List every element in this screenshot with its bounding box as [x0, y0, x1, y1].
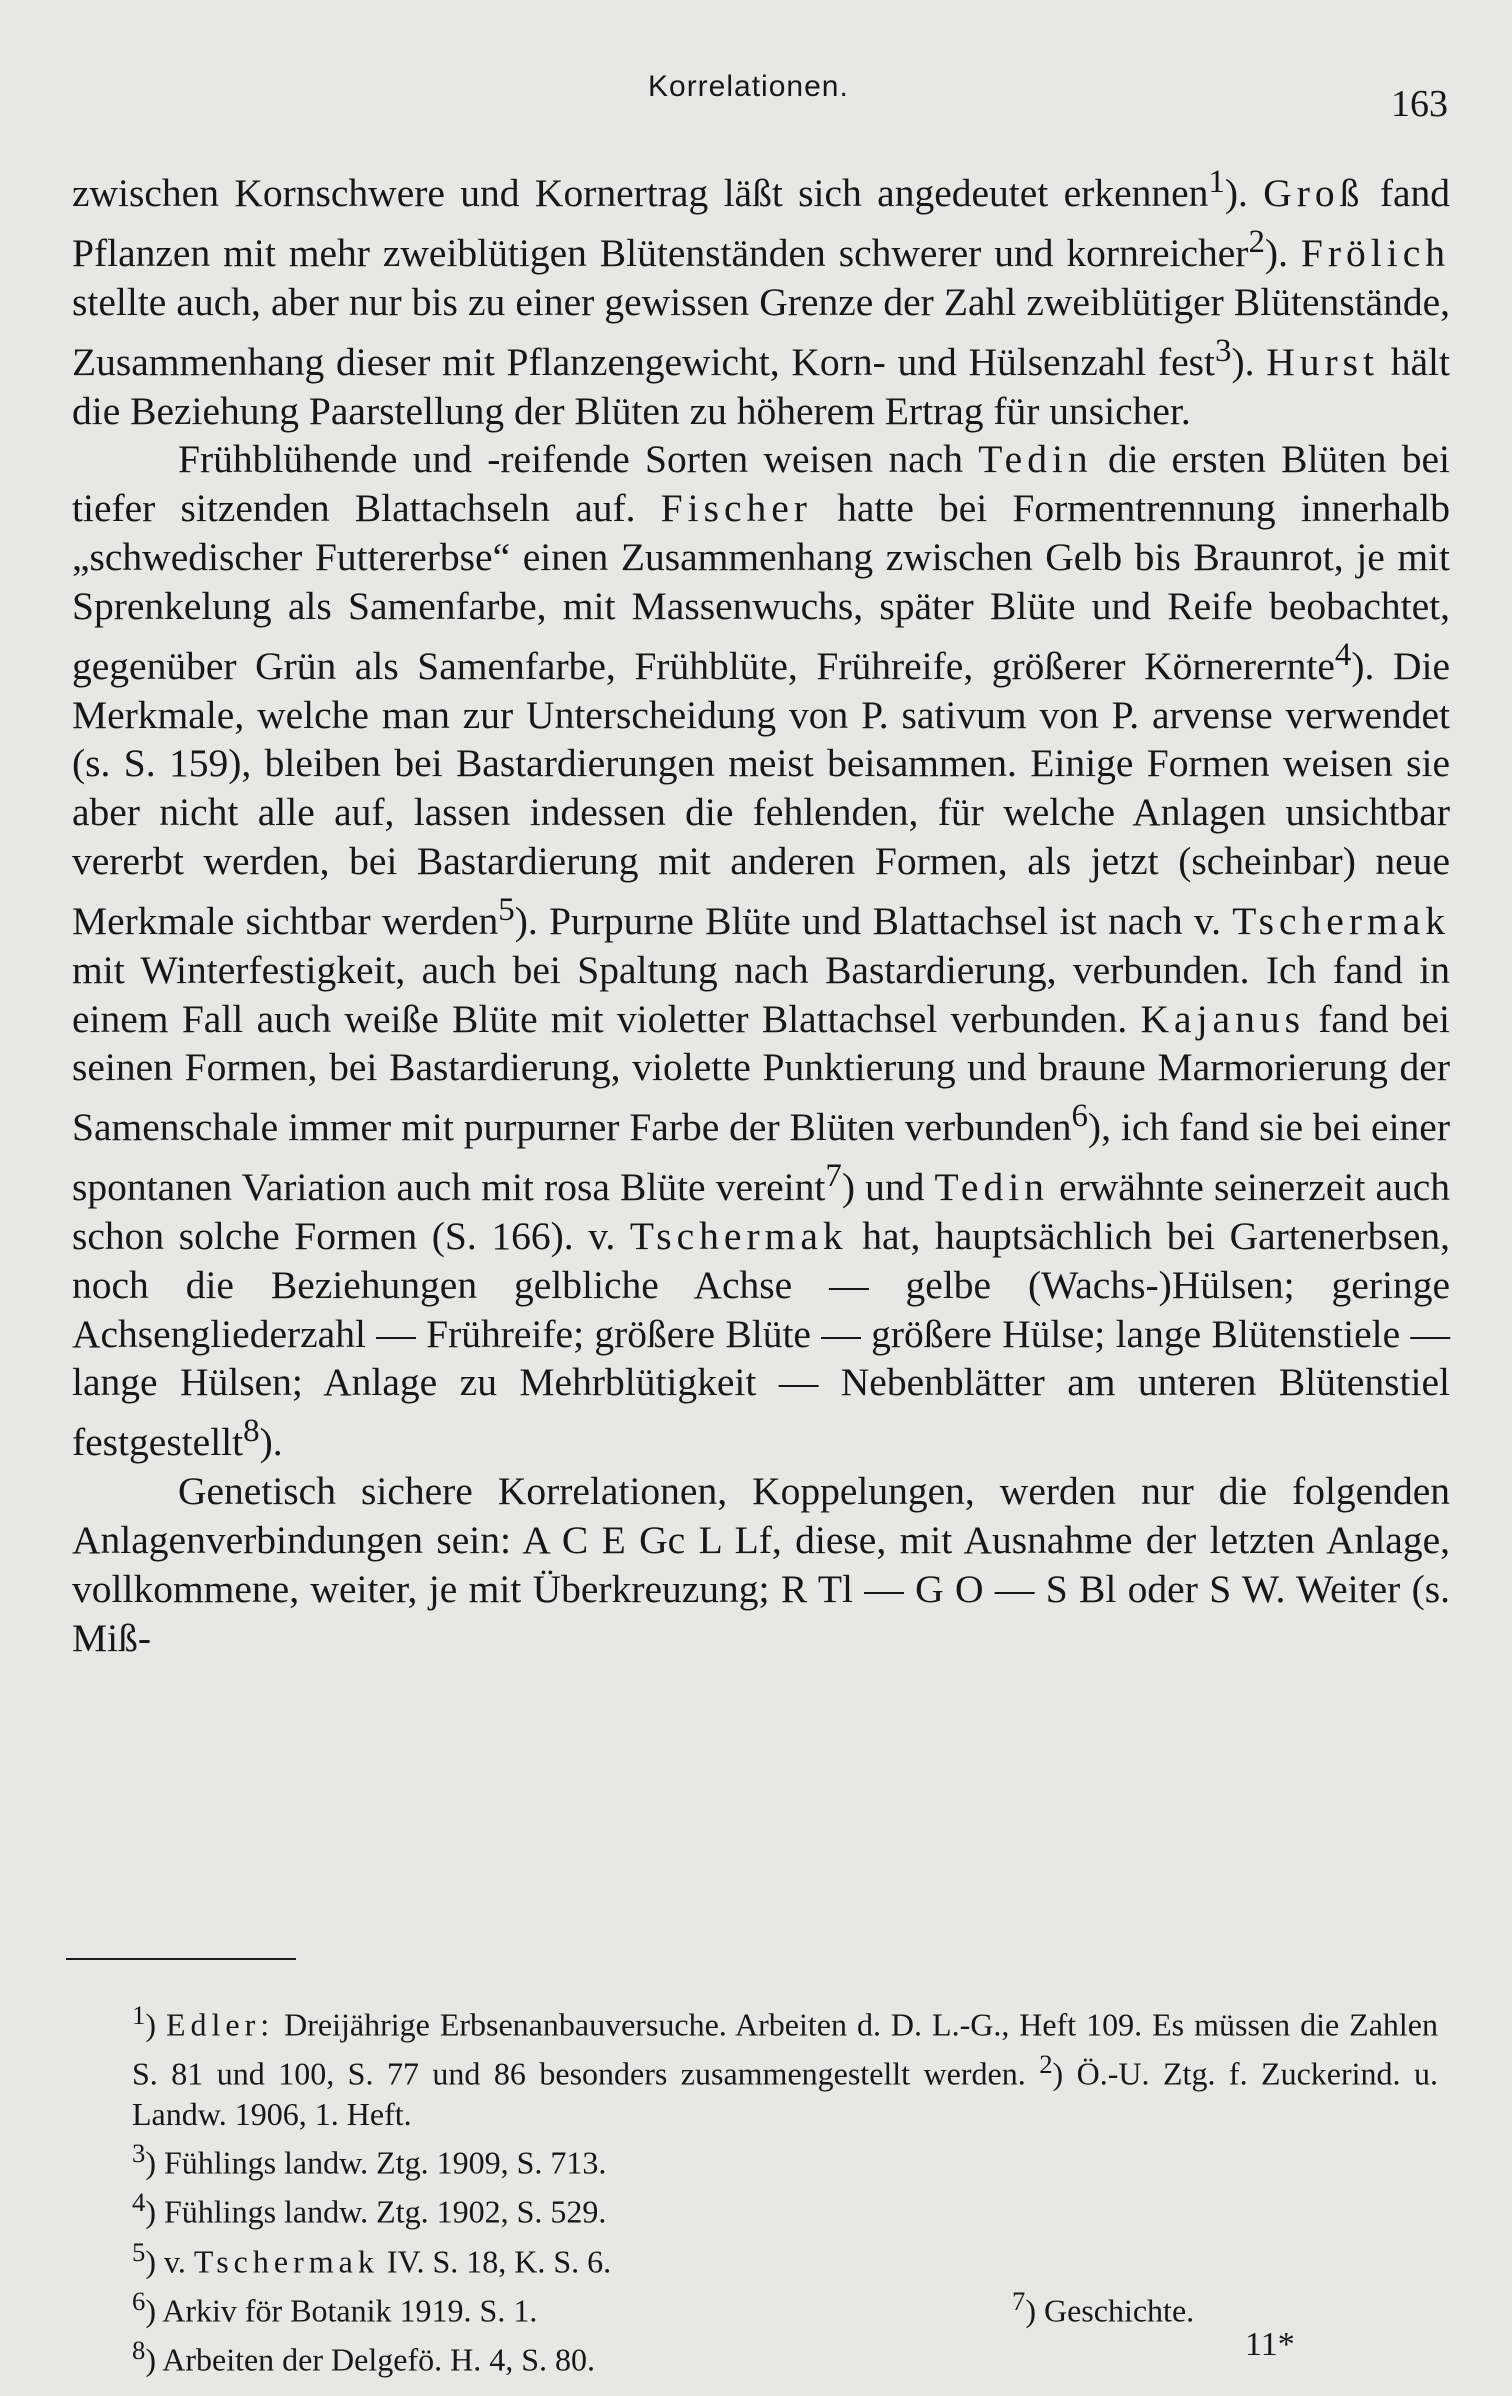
- footnote-4: [62, 2183, 1438, 2232]
- text-run: Weiter (s. Miß-: [72, 1566, 1451, 1660]
- text-run: oder: [1116, 1566, 1210, 1611]
- footnote-text: Ö.-U. Ztg. f. Zuckerind. u. Landw. 1906, 1. Heft.: [132, 2055, 1439, 2132]
- footnote-ref-3[interactable]: 3: [1214, 332, 1232, 369]
- footnote-text: Geschichte.: [1035, 2292, 1195, 2329]
- text-run: ).: [1231, 339, 1267, 384]
- main-text: [72, 158, 1450, 1662]
- text-run: ). Purpurne Blüte und Blattachsel ist nach v.: [514, 898, 1233, 943]
- author-name: Fischer: [660, 486, 812, 531]
- text-run: ). Die Merkmale, welche man zur Unterscheidung von P. sativum von P. arvense verwendet (s. S. 159), bleiben bei Bastardierungen meist beisammen. Einige Formen weisen sie aber nicht alle auf, lassen indessen die fehlenden, für welche Anlagen unsichtbar vererbt werden, bei Bastardierung mit anderen Formen, als jetzt (scheinbar) neue Merkmale sichtbar werden: [72, 643, 1451, 943]
- footnote-row-6-7: [62, 2282, 1438, 2331]
- footnote-paren: ): [1052, 2055, 1064, 2092]
- text-run: erwähnte seinerzeit auch schon solche Formen (S. 166). v.: [72, 1165, 1451, 1259]
- footnote-8: [62, 2331, 1438, 2380]
- text-run: fand bei seinen Formen, bei Bastardierung, violette Punktierung und braune Marmorierung der Samenschale immer mit purpurner Farbe der Blüten verbunden: [72, 996, 1450, 1150]
- footnote-ref-8[interactable]: 8: [243, 1413, 260, 1450]
- footnote-mark: 1: [132, 2000, 146, 2030]
- text-run: ).: [1224, 171, 1264, 216]
- author-name: Frölich: [1300, 231, 1451, 276]
- text-run: diese, mit Ausnahme der letzten Anlage, vollkommene, weiter, je mit Überkreuzung;: [72, 1517, 1450, 1611]
- footnote-paren: ): [145, 2006, 166, 2043]
- author-name: Tschermak: [1232, 898, 1450, 943]
- footnote-mark: 5: [132, 2236, 146, 2267]
- author-name: Tedin: [934, 1165, 1049, 1210]
- footnote-mark: 4: [132, 2187, 146, 2218]
- footnote-text: v.: [155, 2243, 194, 2280]
- text-run: Genetisch sichere Korrelationen, Koppelungen, werden nur die folgenden Anlagenverbindungen sein:: [72, 1469, 1450, 1562]
- footnote-text: Dreijährige Erbsenanbauversuche. Arbeiten d. D. L.-G., Heft 109. Es müssen die Zahlen S. 81 und 100, S. 77 und 86 besonders zusammengestellt werden.: [132, 2006, 1439, 2092]
- footnote-text: IV. S. 18, K. S. 6.: [378, 2243, 612, 2280]
- text-run: ), ich fand sie bei einer spontanen Variation auch mit rosa Blüte vereint: [72, 1105, 1450, 1210]
- footnote-divider: [66, 1958, 296, 1960]
- text-run: die ersten Blüten bei tiefer sitzenden Blattachseln auf.: [72, 437, 1450, 531]
- footnote-mark: 3: [132, 2138, 146, 2169]
- signature-mark: 11*: [1245, 2326, 1295, 2363]
- author-name: Edler:: [165, 2006, 275, 2043]
- footnote-ref-7[interactable]: 7: [825, 1158, 842, 1195]
- text-run: zwischen Kornschwere und Kornertrag läßt sich angedeutet erkennen: [72, 171, 1209, 216]
- footnote-paren: ): [145, 2194, 156, 2230]
- footnote-text: Arkiv för Botanik 1919. S. 1.: [155, 2292, 538, 2329]
- author-name: Hurst: [1266, 339, 1380, 384]
- footnote-paren: ): [145, 2292, 156, 2329]
- footnote-paren: ): [145, 2341, 156, 2378]
- author-name: Groß: [1263, 171, 1365, 216]
- text-run: ).: [1264, 231, 1301, 276]
- footnote-paren: ): [1025, 2292, 1036, 2329]
- footnote-5: [62, 2233, 1438, 2282]
- footnote-ref-6[interactable]: 6: [1071, 1098, 1088, 1135]
- text-run: stellte auch, aber nur bis zu einer gewissen Grenze der Zahl zweiblütiger Blütenstände, Zusammenhang dieser mit Pflanzengewicht, Korn- und Hülsenzahl fest: [72, 279, 1450, 384]
- paragraph-2: [72, 435, 1450, 1467]
- footnote-mark: 6: [132, 2285, 146, 2316]
- footnote-text: Arbeiten der Delgefö. H. 4, S. 80.: [155, 2341, 595, 2378]
- footnotes: [62, 1996, 1438, 2380]
- text-run: Frühblühende und -reifende Sorten weisen nach: [178, 437, 979, 482]
- footnote-6: [62, 2282, 1012, 2331]
- running-title: Korrelationen.: [648, 70, 849, 103]
- footnote-text: Fühlings landw. Ztg. 1902, S. 529.: [155, 2194, 607, 2230]
- footnote-ref-1[interactable]: 1: [1208, 164, 1225, 200]
- page-number: 163: [1391, 83, 1448, 125]
- footnote-ref-2[interactable]: 2: [1248, 223, 1265, 260]
- gene-formula: R Tl — G O — S Bl: [780, 1566, 1117, 1611]
- text-run: mit Winterfestigkeit, auch bei Spaltung nach Bastardierung, verbunden. Ich fand in einem Fall auch weiße Blüte mit violetter Blattachsel verbunden.: [72, 947, 1450, 1041]
- footnote-3: [62, 2134, 1438, 2183]
- paragraph-3: [72, 1467, 1450, 1662]
- footnote-mark: 2: [1039, 2049, 1053, 2080]
- text-run: ).: [259, 1420, 283, 1465]
- footnote-mark: 8: [132, 2335, 146, 2366]
- footnote-text: Fühlings landw. Ztg. 1909, S. 713.: [155, 2144, 607, 2181]
- paragraph-1: [72, 158, 1450, 435]
- footnote-paren: ): [145, 2243, 156, 2280]
- footnote-1: [62, 1996, 1438, 2134]
- footnote-ref-5[interactable]: 5: [498, 891, 515, 928]
- text-run: fand Pflanzen mit mehr zweiblütigen Blütenständen schwerer und kornreicher: [72, 171, 1450, 276]
- footnote-mark: 7: [1012, 2285, 1026, 2316]
- footnote-ref-4[interactable]: 4: [1334, 636, 1352, 673]
- text-run: hält die Beziehung Paarstellung der Blüten zu höherem Ertrag für unsicher.: [72, 339, 1451, 433]
- author-name: Tedin: [978, 437, 1093, 482]
- text-run: hatte bei Formentrennung innerhalb „schwedischer Futtererbse“ einen Zusammenhang zwischen Gelb bis Braunrot, je mit Sprenkelung als Samenfarbe, mit Massenwuchs, später Blüte und Reife beobachtet, gegenüber Grün als Samenfarbe, Frühblüte, Frühreife, größerer Körnerernte: [72, 486, 1450, 688]
- gene-formula: A C E Gc L Lf,: [522, 1517, 782, 1562]
- footnote-7: [1012, 2282, 1194, 2331]
- text-run: ) und: [841, 1165, 935, 1210]
- author-name: Kajanus: [1140, 996, 1305, 1041]
- author-name: Tschermak: [629, 1214, 848, 1259]
- footnote-paren: ): [145, 2144, 156, 2181]
- author-name: Tschermak: [193, 2243, 379, 2280]
- gene-formula: S W.: [1209, 1566, 1286, 1611]
- text-run: hat, hauptsächlich bei Gartenerbsen, noch die Beziehungen gelbliche Achse — gelbe (Wachs-)Hülsen; geringe Achsengliederzahl — Frühreife; größere Blüte — größere Hülse; lange Blütenstiele — lange Hülsen; Anlage zu Mehrblütigkeit — Nebenblätter am unteren Blütenstiel festgestellt: [72, 1214, 1451, 1465]
